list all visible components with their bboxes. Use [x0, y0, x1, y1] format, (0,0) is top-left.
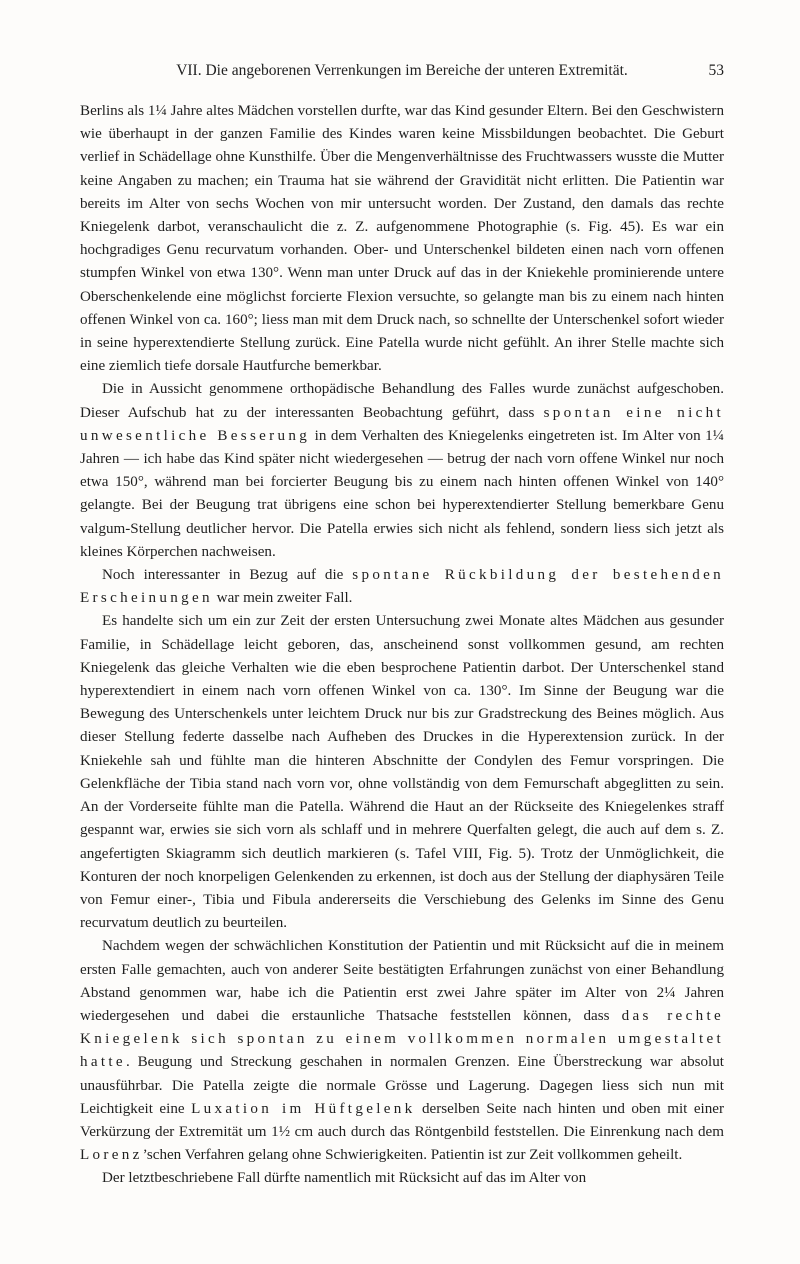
spaced-emphasis: das rechte Kniegelenk sich spontan zu einem vollkommen normalen umgestaltet hatte	[80, 1007, 725, 1071]
spaced-emphasis: spontan eine nicht unwesentliche Besserung	[80, 404, 724, 444]
chapter-title: VII. Die angeborenen Verrenkungen im Bereiche der unteren Extremität.	[176, 62, 628, 79]
paragraph	[80, 378, 724, 564]
text-run: Berlins als 1¼ Jahre altes Mädchen vorstellen durfte, war das Kind gesunder Eltern. Bei den Geschwistern wie überhaupt in der ganzen Familie des Kindes waren keine Missbildungen beobachtet. Die Geburt verlief in Schädellage ohne Kunsthilfe. Über die Mengenverhältnisse des Fruchtwassers wusste die Mutter keine Angaben zu machen; ein Trauma hat sie während der Gravidität nicht erlitten. Die Patientin war bereits im Alter von sechs Wochen von mir untersucht worden. Der Zustand, den damals das rechte Kniegelenk darbot, veranschaulicht die z. Z. aufgenommene Photographie (s. Fig. 45). Es war ein hochgradiges Genu recurvatum vorhanden. Ober- und Unterschenkel bildeten einen nach vorn offenen stumpfen Winkel von etwa 130°. Wenn man unter Druck auf das in der Kniekehle prominierende untere Oberschenkelende eine möglichst forcierte Flexion versuchte, so gelangte man bis zu einem nach hinten offenen Winkel von ca. 160°; liess man mit dem Druck nach, so schnellte der Unterschenkel sofort wieder in seine hyperextendierte Stellung zurück. Eine Patella wurde nicht gefühlt. An ihrer Stelle machte sich eine ziemlich tiefe dorsale Hautfurche bemerkbar.	[80, 103, 724, 375]
text-run: Nachdem wegen der schwächlichen Konstitution der Patientin und mit Rücksicht auf die in meinem ersten Falle gemachten, auch von anderer Seite bestätigten Erfahrungen zunächst von einer Behandlung Abstand genommen war, habe ich die Patientin erst zwei Jahre später im Alter von 2¼ Jahren wiedergesehen und dabei die erstaunliche Thatsache feststellen können, dass	[80, 938, 724, 1024]
paragraph	[80, 935, 724, 1167]
text-run: Die in Aussicht genommene orthopädische Behandlung des Falles wurde zunächst aufgeschoben. Dieser Aufschub hat zu der interessanten Beobachtung geführt, dass	[80, 381, 724, 421]
text-run: . Beugung und Streckung geschahen in normalen Grenzen. Eine Überstreckung war absolut unausführbar. Die Patella zeigte die normale Grösse und Lagerung. Dagegen liess sich nun mit Leichtigkeit eine	[80, 1054, 724, 1117]
spaced-emphasis: spontane Rückbildung der bestehenden Erscheinungen	[80, 567, 725, 607]
paragraph	[80, 100, 724, 378]
text-run: in dem Verhalten des Kniegelenks eingetreten ist. Im Alter von 1¼ Jahren — ich habe das Kind später nicht wiedergesehen — betrug der nach vorn offene Winkel nur noch etwa 150°, während man bei forcierter Beugung bis zu einem nach hinten offenen Winkel von 140° gelangte. Bei der Beugung trat übrigens eine schon bei hyperextendierter Stellung bemerkbare Genu valgum-Stellung deutlicher hervor. Die Patella erwies sich nicht als fehlend, sondern liess sich jetzt als kleines Körperchen nachweisen.	[80, 427, 724, 560]
text-run: Der letztbeschriebene Fall dürfte namentlich mit Rücksicht auf das im Alter von	[102, 1170, 587, 1187]
text-run: derselben Seite nach hinten und oben mit einer Verkürzung der Extremität um 1½ cm auch durch das Röntgenbild feststellen. Die Einrenkung nach dem	[80, 1100, 724, 1140]
paragraph	[80, 1167, 724, 1190]
body-text	[80, 100, 724, 1191]
spaced-emphasis: Lorenz	[80, 1147, 143, 1164]
paragraph	[80, 564, 724, 610]
page-number: 53	[708, 62, 724, 79]
text-run: Noch interessanter in Bezug auf die	[102, 567, 353, 584]
text-run: war mein zweiter Fall.	[212, 590, 353, 607]
spaced-emphasis: Luxation im Hüftgelenk	[191, 1100, 416, 1117]
running-header	[80, 62, 724, 90]
text-run: Es handelte sich um ein zur Zeit der ersten Untersuchung zwei Monate altes Mädchen aus gesunder Familie, in Schädellage leicht geboren, das, anscheinend sonst vollkommen gesund, am rechten Kniegelenk das gleiche Verhalten wie die eben besprochene Patientin darbot. Der Unterschenkel stand hyperextendiert in einem nach vorn offenen Winkel von ca. 130°. Im Sinne der Beugung war die Bewegung des Unterschenkels unter leichtem Druck nur bis zur Gradstreckung des Beines möglich. Aus dieser Stellung federte dasselbe nach Aufheben des Druckes in die Hyperextension zurück. In der Kniekehle sah und fühlte man die hinteren Abschnitte der Condylen des Femur vorspringen. Die Gelenkfläche der Tibia stand nach vorn vor, ohne vollständig von dem Femurschaft abgeglitten zu sein. An der Vorderseite fühlte man die Patella. Während die Haut an der Rückseite des Kniegelenkes straff gespannt war, erwies sie sich vorn als schlaff und in mehrere Querfalten gelegt, die auch auf dem s. Z. angefertigten Skiagramm sich deutlich markieren (s. Tafel VIII, Fig. 5). Trotz der Unmöglichkeit, die Konturen der noch knorpeligen Gelenkenden zu erkennen, ist doch aus der Stellung der diaphysären Teile von Femur einer-, Tibia und Fibula andererseits die Verschiebung des Gelenks im Sinne des Genu recurvatum deutlich zu beurteilen.	[80, 613, 724, 932]
text-run: ’schen Verfahren gelang ohne Schwierigkeiten. Patientin ist zur Zeit vollkommen geheilt.	[142, 1147, 683, 1164]
paragraph	[80, 610, 724, 935]
